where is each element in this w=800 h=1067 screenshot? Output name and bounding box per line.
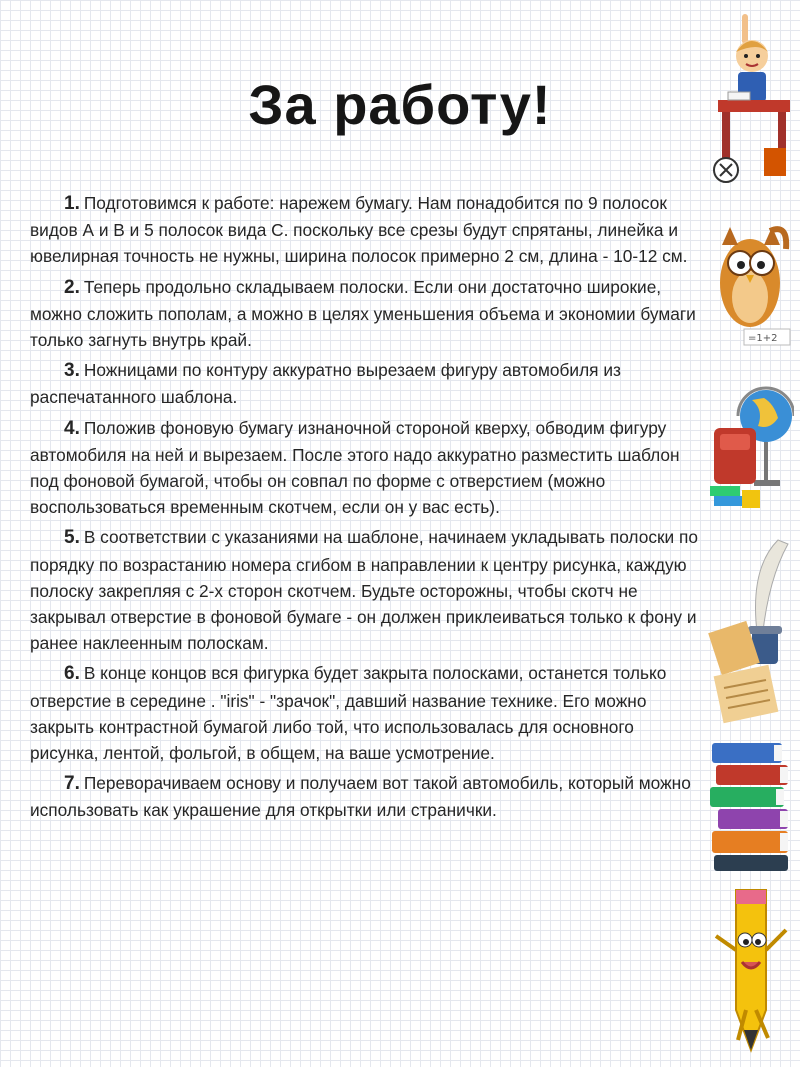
step-1 [30,190,698,270]
step-number: 3. [64,360,80,382]
book-stack-icon [708,735,794,875]
step-text: Ножницами по контуру аккуратно вырезаем фигуру автомобиля из распечатанного шаблона. [30,360,621,408]
step-text: Теперь продольно складываем полоски. Если они достаточно широкие, можно сложить пополам, а можно в целях уменьшения объема и экономии бумаги только загнуть внутрь край. [30,276,696,351]
step-number: 1. [64,193,80,214]
step-text: В конце концов вся фигурка будет закрыта полосками, останется только отверстие в середине . "iris" - "зрачок", давший название технике. Его можно закрыть контрастной бумагой либо той, что использовалась для основного рисунка, лентой, фольгой, в общем, на ваше усмотрение. [30,663,667,764]
step-number: 7. [64,773,80,795]
step-number: 6. [64,663,80,685]
step-5 [30,524,698,656]
step-6 [30,660,698,766]
step-2 [30,274,698,354]
step-7 [30,770,698,823]
quill-and-scroll-icon [708,530,794,730]
decorative-clipart-strip [704,0,800,1067]
step-text: Положив фоновую бумагу изнаночной стороной кверху, обводим фигуру автомобиля на ней и вырезаем. После этого надо аккуратно разместить шаблон под фоновой бумагой, чтобы он совпал по форме с отверстием (можно воспользоваться временным скотчем, если он у вас есть). [30,417,680,518]
svg-text:=1+2: =1+2 [748,333,778,344]
step-text: Подготовимся к работе: нарежем бумагу. Нам понадобится по 9 полосок видов А и В и 5 полосок вида С. поскольку все срезы будут спрятаны, линейка и ювелирная точность не нужны, ширина полосок примерно 2 см, длина - 10-12 см. [30,193,688,267]
schoolboy-at-desk-icon [708,8,794,188]
page-title: За работу! [248,73,552,136]
globe-and-backpack-icon [708,370,794,520]
step-4 [30,415,698,521]
instruction-list [30,190,698,828]
step-number: 4. [64,417,80,439]
step-text: Переворачиваем основу и получаем вот такой автомобиль, который можно использовать как украшение для открытки или странички. [30,773,691,821]
step-3 [30,357,698,410]
step-text: В соответствии с указаниями на шаблоне, начинаем укладывать полоски по порядку по возрастанию номера сгибом в направлении к центру рисунка, каждую полоску закрепляя с 2-х сторон скотчем. Будьте осторожны, чтобы скотч не закрывал отверстие в фоновой бумаге - он должен приклеиваться только к фону и ранее наклеенным полоскам. [30,527,698,654]
owl-thinking-icon [708,205,794,355]
step-number: 5. [64,527,80,549]
pencil-character-icon [708,880,794,1060]
step-number: 2. [64,276,80,298]
